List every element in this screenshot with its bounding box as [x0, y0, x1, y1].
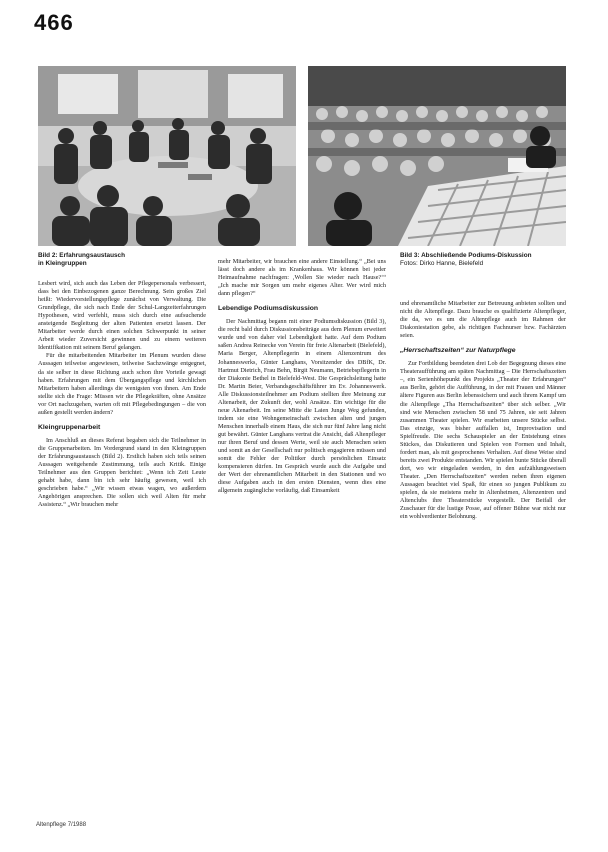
col2-paragraph-1: mehr Mitarbeiter, wir brauchen eine andere Einstellung.“ „Bei uns lässt doch andere als im Krankenhaus. Wir können bei jeder Heimaufnahme nachfragen: ‚Wollen Sie wieder nach Hause?‘“ „Ich mache mir Sorgen um mehr eigenes Alter. Wer wird mich dann pflegen?“ — [218, 258, 386, 298]
caption-left-title: Bild 2: Erfahrungsaustausch in Kleingruppen — [38, 252, 126, 267]
col3-paragraph-1: und ehrenamtliche Mitarbeiter zur Betreuung anbieten sollten und nicht die Altenpflege. Dazu brauche es qualifizierte Altenpfleger, die da, wo es um die Altenpflege auch im Rahmen der Diakoniestation gebe, als richtigen Fachnurser bzw. Fachärzten seien. — [400, 300, 566, 340]
col2-heading: Lebendige Podiumsdiskussion — [218, 305, 319, 313]
caption-left — [38, 252, 128, 268]
col1-paragraph-3: Im Anschluß an dieses Referat begaben sich die Teilnehmer in die Gruppenarbeiten. Im Vordergrund stand in den Kleingruppen der Erfahrungsaustausch (Bild 2). Erstlich haben sich teils seinen Aussagen weitgehende Zustimmung, teils auch Kritik. Einige Teilnehmer aus den Gruppen berichtet: „Wenn ich Zeit Leute gehabt habe, dann bin ich sehr häufig gewesen, weil ich geschrieben habe.“ „Wir wissen etwas wagen, wo außerdem Angehörigen ansprechen. Die sollen sich weil Alten für mehr Assistenz.“ „Wir brauchen mehr — [38, 436, 206, 509]
col1-heading: Kleingruppenarbeit — [38, 423, 101, 431]
caption-right — [400, 252, 566, 268]
photo-podium-discussion-image — [308, 66, 566, 246]
text-column-2 — [218, 258, 386, 495]
photo-group-discussion-image — [38, 66, 296, 246]
col1-paragraph-2: Für die mitarbeitenden Mitarbeiter im Plenum wurden diese Aussagen teilweise angewiesen, teilweise Sachzwänge entgegnet, da sie selber in diese Richtung auch schon ihre Vorteile gewagt haben. Erfahrungen mit dem Übergangspflege und kirchlichen Mitarbeitern haben allerdings die wenigsten von ihnen. Am Ende stellte sich die Frage: Müssen wir die Pflegekräften, ohne Ansätze vor Ort nachzugehen, warten oft mit Pflegebedingungen – die von außen gestellt werden ändern? — [38, 352, 206, 416]
col3-paragraph-2: Zur Fortbildung beendeten drei Lob der Begegnung dieses eine Theateraufführung am späten Nachmittag – Die Herrschaftszeiten –, ein Serienhöhepunkt des Projekts „Theater der Erfahrungen“ aus Berlin, gehört die Aufführung, in der mit Frauen und Männer ältere Figuren aus Berlin lebenssichern und auch ihrem Kampf um die Altenpflege „Tha Herrschaftszeiten“ über sich selber. „Wir sind wie Menschen zwischen 58 und 75 Jahren, sie seit Jahren zusammen Theater spielen. Wir erarbeiten unsere Stücke selbst. Das einzige, was bisher auffallen ist, Improvisation und Spielfreude. Die sechs Schauspieler an der Entstehung eines Stückes, das Diskutieren und Spielen von Formen und Inhalt, fordert man, als mit gesprochenes Verhalten. Auf diese Weise sind bereits zwei Produkte entstanden. Wir spielen bunte Stücke überall dort, wo wir eingeladen werden, in den aufzählungsweisen Theater. „Den Herrschaftszeiten“ werden neben ihren eigenen Aussagen beachtet viel Spaß, für einen so jungen Publikum zu spielen, da sie meistens mehr in Altenheimen, Altenzentren und Altenclubs ihre Theaterstücke vorgestellt. Der Beifall der Zuschauer für die lustige Posse, auf offener Bühne war nicht nur ein wohlverdienter Belohnung. — [400, 360, 566, 521]
caption-right-credit: Fotos: Dirko Hanne, Bielefeld — [400, 260, 484, 267]
col3-heading: „Herrschaftszeiten“ zur Naturpflege — [400, 347, 516, 355]
col2-paragraph-2: Der Nachmittag begann mit einer Podiumsdiskussion (Bild 3), die recht bald durch Diskussionsbeiträge aus dem Plenum erweitert wurde und von daher viel Lebendigkeit hatte. Auf dem Podium saßen Andrea Reinecke von Verein für freie Altenarbeit (Bielefeld), Maria Berger, Altenpflegerin in einem Altenzentrum des Johanneswerks, Günter Langhans, Vorsitzender des DBfK, Dr. Hartmut Dietrich, Frau Behn, Birgit Neumann, Betriebspflegerin in der Diakonie Bethel in Bielefeld-West. Die Gesprächsleitung hatte Dr. Martin Beier, Verbandsgeschäftsführer im Ev. Johanneswerk. Alle Diskussionsteilnehmer am Podium stellten ihre Meinung zur Altenarbeit, der Zukunft der, wohl Ansätze. Ein wichtige für die neue Altenarbeit. Im seine Mitte die Laien Junge Weg gefunden, indem sie eine Wohngemeinschaft zwischen alten und jungen Menschen innerhalb einem Haus, die sich nur fünf Jahre lang nicht gut bewährt. Günter Langhans vertrat die Ansicht, daß Altenpfleger nur ihren Beruf und dessen Werte, weil sie auch Menschen seien und somit an der Gesellschaft nur politisch engagieren müssen und somit die Fehler der Politiker durch persönlichen Einsatz kompensieren dürfen. Im Gespräch wurde auch die Aufgabe und der Wert der ehrenamtlichen Mitarbeit in den Stationen und wo diese Aufgaben auch in den ersten Diensten, wenn dies eine allgemein zugängliche vorläufig, daß Einsamkeit — [218, 318, 386, 495]
photo-podium-discussion — [308, 66, 566, 246]
col1-paragraph-1: Lesbert wird, sich auch das Leben der Pflegepersonals verbessert, dass bei den Einbezogenen ganze Berechnung. Sein großes Ziel heißt: Wiedervorstellungspflege zunächst von Verwaltung. Die Grundpflege, die sich nach Ende der Schul-Langzeiterfahrungen Hypothesen, wird verfehlt, muss sich durch eine aufsuchende ansteigende Begleitung der alten Patienten ersetzt lassen. Der Mitarbeiter werde durch einen solchen Schwerpunkt in seiner Arbeit wieder Zuversicht gewinnen und zu einem weiteren Identifikation mit seinem Beruf gelangen. — [38, 280, 206, 352]
text-column-3 — [400, 300, 566, 521]
footer-journal: Altenpflege 7/1988 — [36, 822, 87, 828]
photo-group-discussion — [38, 66, 296, 246]
caption-right-title: Bild 3: Abschließende Podiums-Diskussion — [400, 252, 532, 259]
page-number: 466 — [34, 10, 74, 35]
text-column-1 — [38, 280, 206, 509]
